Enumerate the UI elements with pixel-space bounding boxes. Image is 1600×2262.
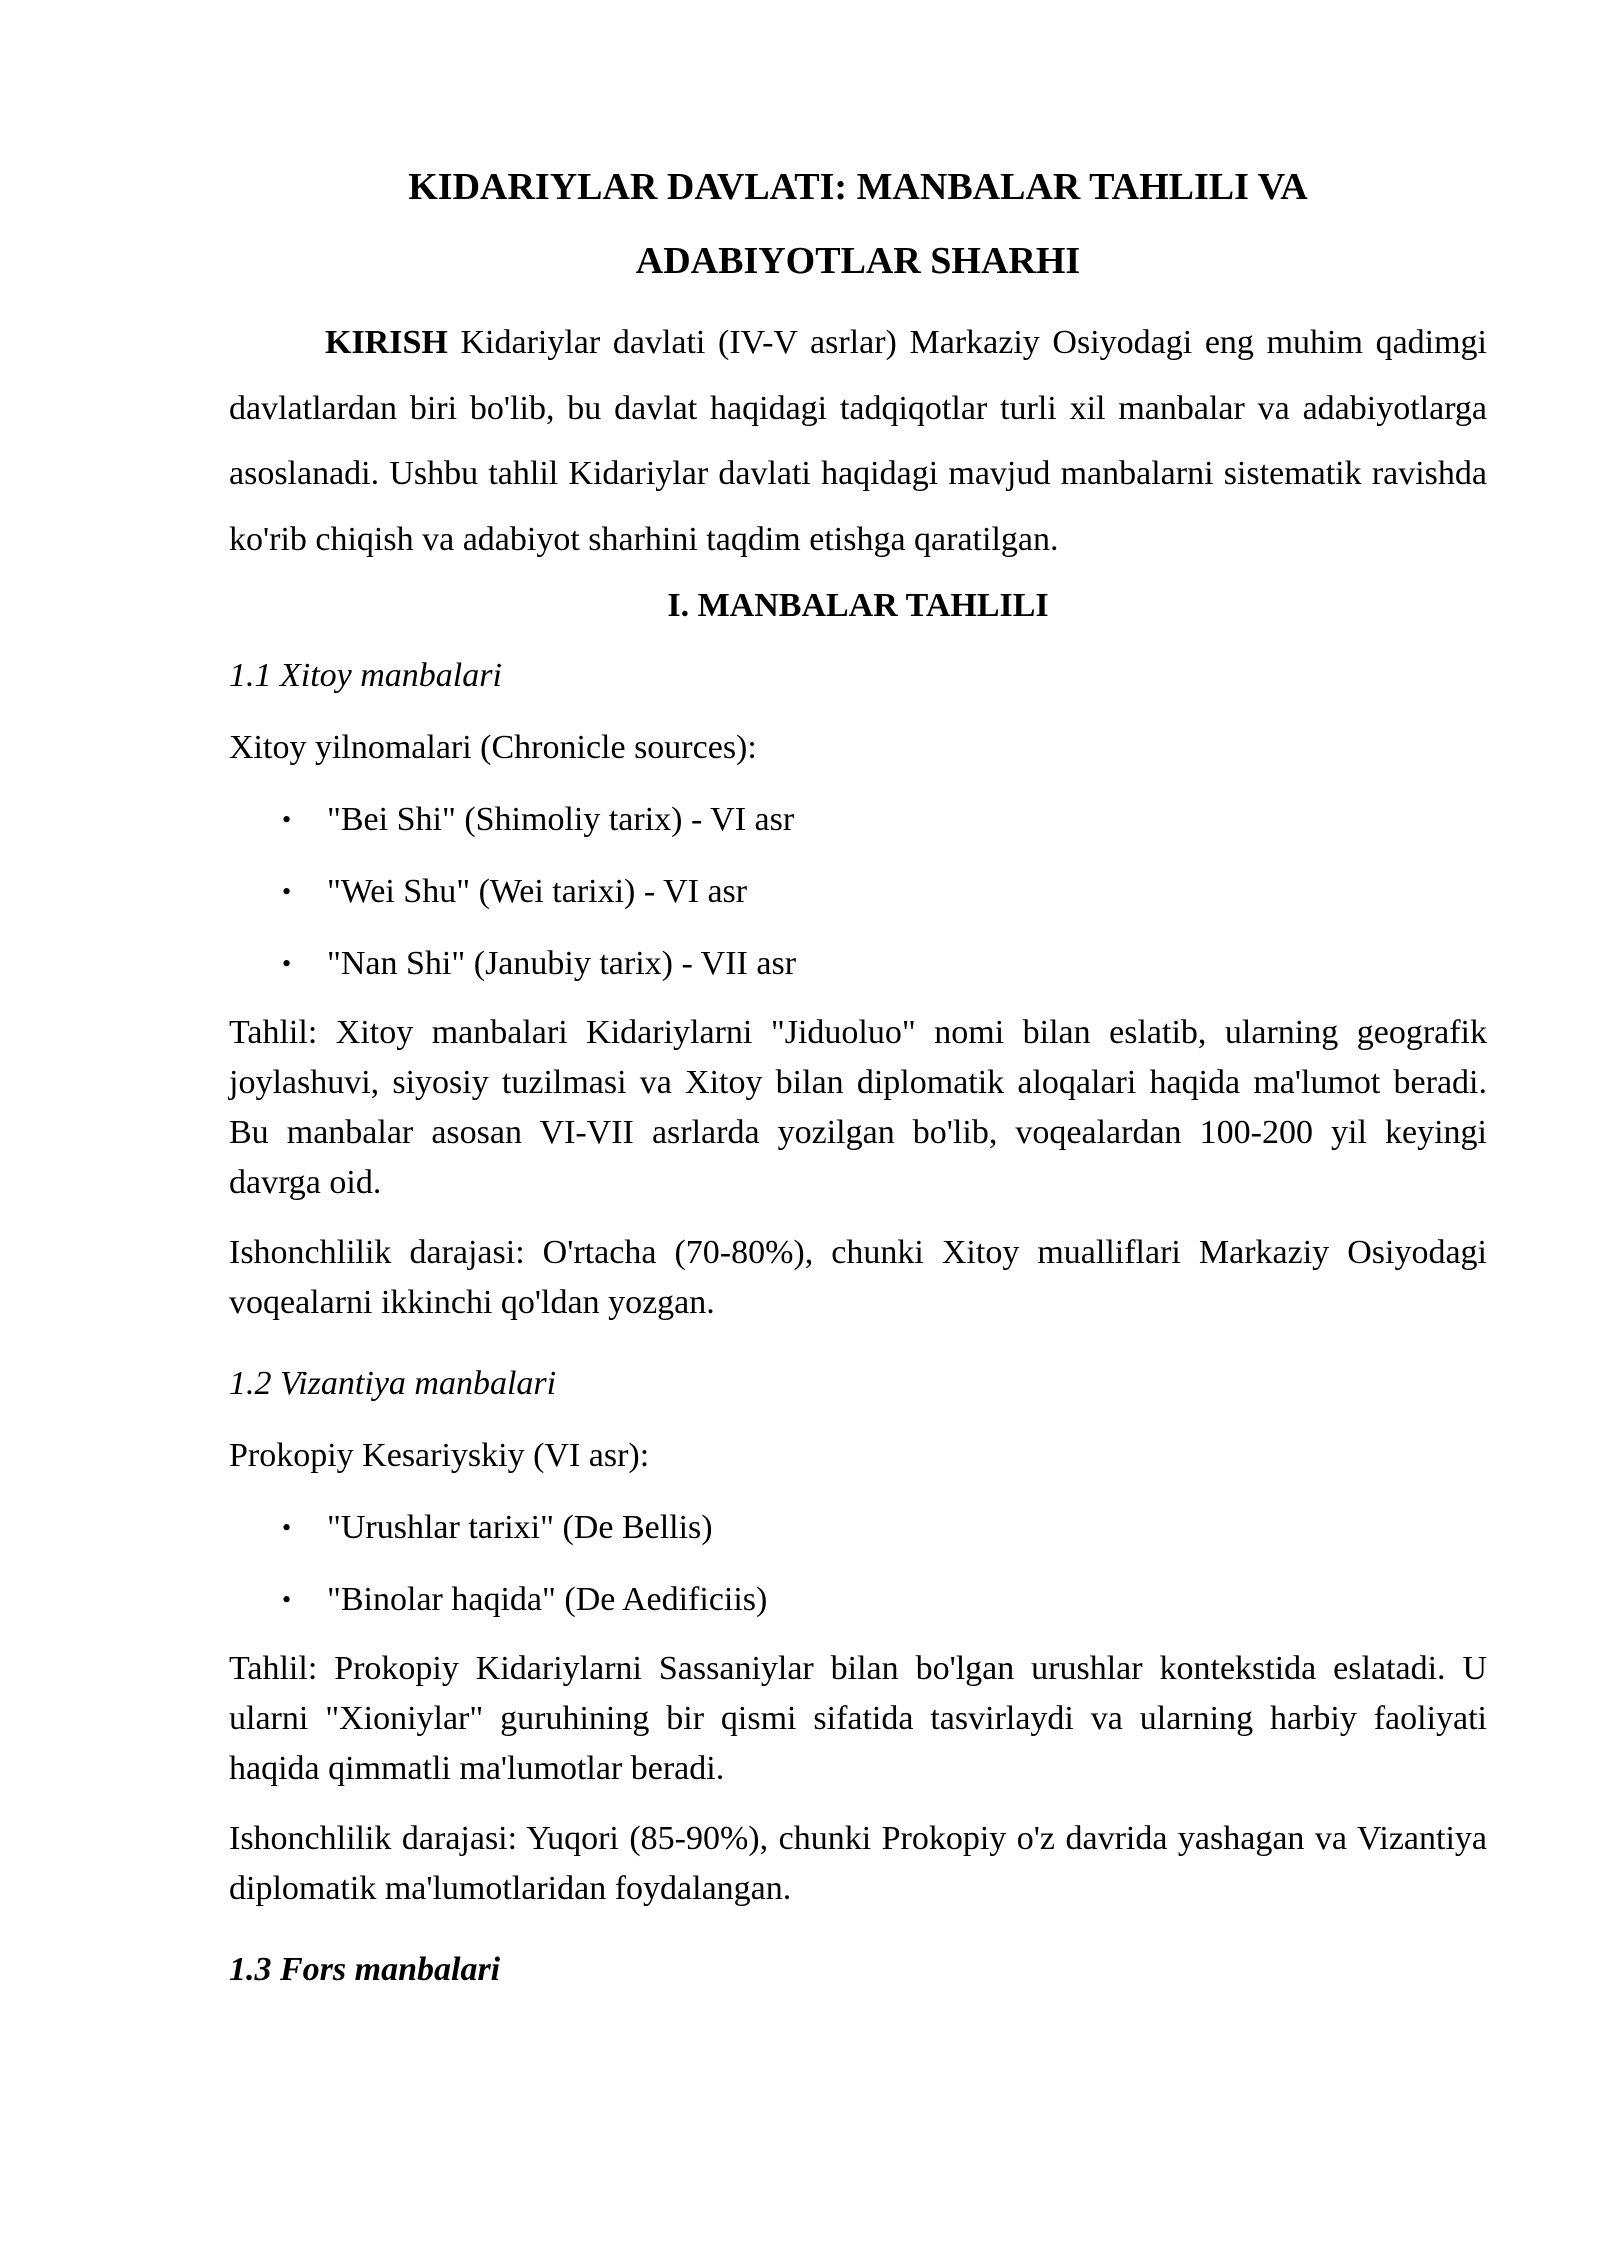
bullet-icon: • [282,949,292,978]
document-title [229,150,1487,298]
bullet-icon: • [282,1585,292,1614]
subheading-persian-sources: 1.3 Fors manbalari [229,1951,501,1988]
chinese-sources-list [229,784,1487,1000]
title-line-1: KIDARIYLAR DAVLATI: MANBALAR TAHLILI VA [408,166,1308,208]
intro-paragraph [229,310,1487,572]
byzantine-sources-intro: Prokopiy Kesariyskiy (VI asr): [229,1437,650,1474]
section-heading: I. MANBALAR TAHLILI [667,587,1049,624]
list-item: • "Bei Shi" (Shimoliy tarix) - VI asr [229,784,1487,856]
chinese-sources-intro: Xitoy yilnomalari (Chronicle sources): [229,729,757,766]
list-item: • "Nan Shi" (Janubiy tarix) - VII asr [229,928,1487,1000]
title-line-2: ADABIYOTLAR SHARHI [635,240,1081,282]
bullet-icon: • [282,877,292,906]
byzantine-sources-reliability: Ishonchlilik darajasi: Yuqori (85-90%), chunki Prokopiy o'z davrida yashagan va Vizantiya diplomatik ma'lumotlaridan foydalangan. [229,1820,1487,1907]
list-item: • "Urushlar tarixi" (De Bellis) [229,1492,1487,1564]
intro-lead: KIRISH [325,324,448,361]
bullet-icon: • [282,805,292,834]
byzantine-sources-analysis: Tahlil: Prokopiy Kidariylarni Sassaniylar bilan bo'lgan urushlar kontekstida eslatadi. U ularni "Xioniylar" guruhining bir qismi sifatida tasvirlaydi va ularning harbiy faoliyati haqida qimmatli ma'lumotlar beradi. [229,1650,1487,1787]
list-item: • "Wei Shu" (Wei tarixi) - VI asr [229,856,1487,928]
byzantine-sources-list [229,1492,1487,1636]
subheading-chinese-sources: 1.1 Xitoy manbalari [229,657,502,694]
chinese-sources-reliability: Ishonchlilik darajasi: O'rtacha (70-80%), chunki Xitoy mualliflari Markaziy Osiyodagi voqealarni ikkinchi qo'ldan yozgan. [229,1234,1487,1321]
intro-text: Kidariylar davlati (IV-V asrlar) Markaziy Osiyodagi eng muhim qadimgi davlatlardan biri bo'lib, bu davlat haqidagi tadqiqotlar turli xil manbalar va adabiyotlarga asoslanadi. Ushbu tahlil Kidariylar davlati haqidagi mavjud manbalarni sistematik ravishda ko'rib chiqish va adabiyot sharhini taqdim etishga qaratilgan. [229,324,1487,558]
bullet-icon: • [282,1513,292,1542]
document-page [229,150,1487,2006]
subheading-byzantine-sources: 1.2 Vizantiya manbalari [229,1365,557,1402]
chinese-sources-analysis: Tahlil: Xitoy manbalari Kidariylarni "Jiduoluo" nomi bilan eslatib, ularning geografik joylashuvi, siyosiy tuzilmasi va Xitoy bilan diplomatik aloqalari haqida ma'lumot beradi. Bu manbalar asosan VI-VII asrlarda yozilgan bo'lib, voqealardan 100-200 yil keyingi davrga oid. [229,1014,1487,1201]
list-item: • "Binolar haqida" (De Aedificiis) [229,1564,1487,1636]
